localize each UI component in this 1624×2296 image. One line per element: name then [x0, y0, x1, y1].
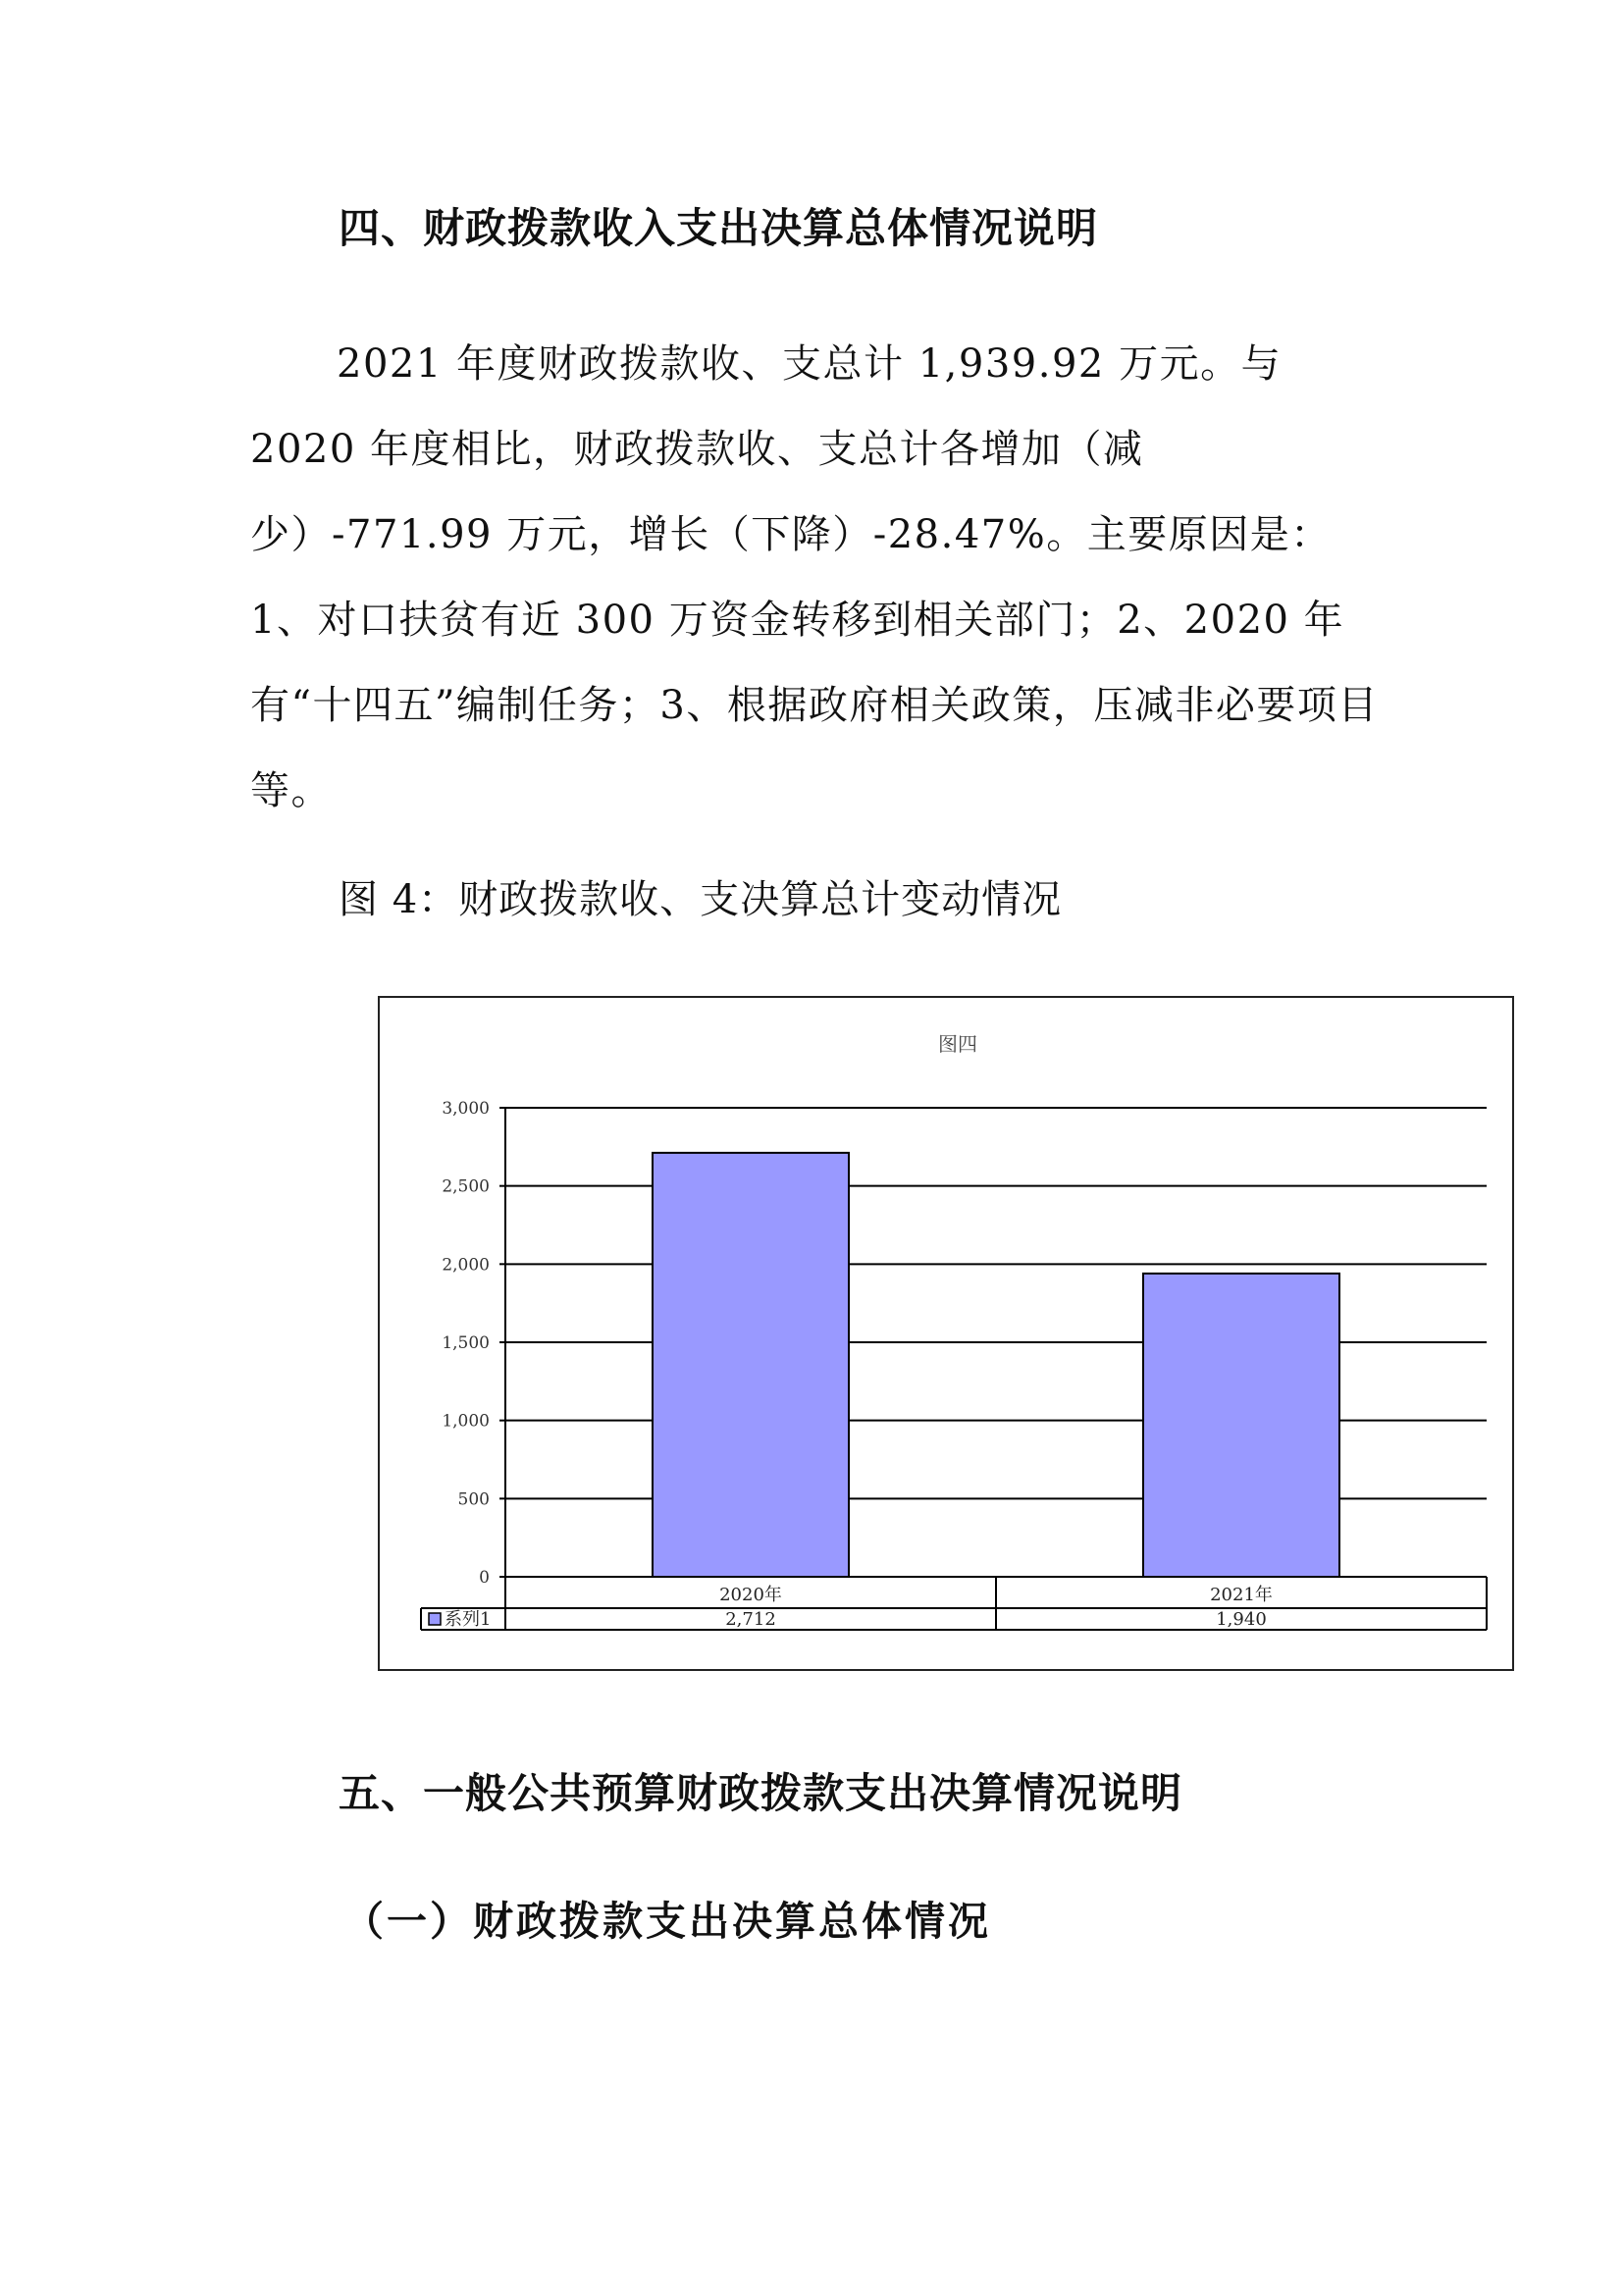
data-label: 1,940 — [1216, 1609, 1267, 1630]
x-category-label: 2021年 — [1210, 1585, 1273, 1605]
section5-subheading: （一）财政拨款支出决算总体情况 — [343, 1898, 991, 1945]
figure4-chart — [378, 996, 1514, 1671]
figure4-caption: 图 4：财政拨款收、支决算总计变动情况 — [339, 877, 1063, 922]
y-tick-label: 2,000 — [442, 1255, 490, 1276]
y-tick-label: 500 — [457, 1489, 490, 1510]
data-label: 2,712 — [725, 1609, 776, 1630]
bar — [653, 1153, 849, 1577]
y-tick-label: 1,500 — [442, 1333, 490, 1353]
chart-title: 图四 — [938, 1032, 977, 1056]
chart-bars — [653, 1153, 1339, 1577]
section4-heading: 四、财政拨款收入支出决算总体情况说明 — [339, 204, 1099, 252]
section5-heading: 五、一般公共预算财政拨款支出决算情况说明 — [339, 1769, 1183, 1817]
y-tick-label: 2,500 — [442, 1176, 490, 1197]
y-tick-label: 0 — [479, 1568, 490, 1588]
x-category-label: 2020年 — [719, 1585, 782, 1605]
chart-svg — [380, 998, 1516, 1673]
legend-swatch — [429, 1613, 441, 1625]
legend-label: 系列1 — [445, 1609, 492, 1630]
bar — [1143, 1274, 1339, 1577]
section4-paragraph: 2021 年度财政拨款收、支总计 1,939.92 万元。与 2020 年度相比，财政拨款收、支总计各增加（减少）-771.99 万元，增长（下降）-28.47%。主要原因是：1、对口扶贫有近 300 万资金转移到相关部门；2、2020 年有“十四五”编制任务；3、根据政府相关政策，压减非必要项目等。 — [250, 341, 1379, 813]
chart-axes — [442, 1099, 505, 1588]
y-tick-label: 3,000 — [442, 1099, 490, 1119]
y-tick-label: 1,000 — [442, 1411, 490, 1432]
chart-data-table — [421, 1577, 1487, 1630]
